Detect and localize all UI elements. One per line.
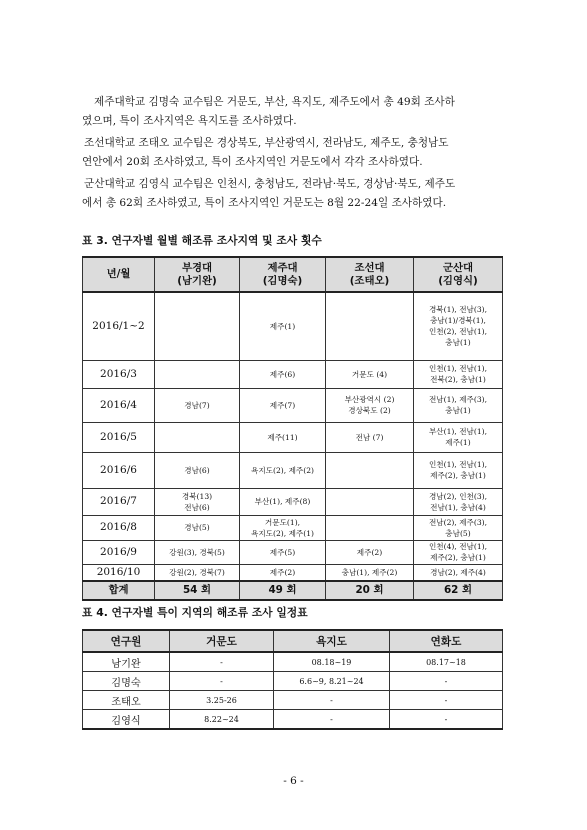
table3-header-row	[83, 257, 503, 292]
table3-cell	[240, 422, 326, 452]
table3-cell-line: 제주(2)	[269, 567, 296, 577]
table3-total-value: 54 회	[155, 581, 240, 600]
table3-month-cell: 2016/6	[83, 452, 155, 488]
table3-header-1-line-0: 부경대	[181, 261, 213, 274]
table3-cell-line: 제주(1)	[445, 438, 471, 447]
body-paragraphs	[82, 93, 512, 216]
table3-cell-line: 충남(1)	[445, 338, 471, 348]
table3-cell-line: 충남(1)/경북(1),	[430, 316, 486, 326]
page-number: - 6 -	[283, 775, 304, 787]
table3-cell-line: 경남(2), 인천(3),	[428, 491, 488, 501]
table3-cell-line: 경남(7)	[184, 400, 210, 410]
paragraph-1-line-2: 였으며, 특이 조사지역은 욕지도를 조사하였다.	[82, 115, 297, 127]
table3-cell-line: 제주(2), 충남(1)	[430, 553, 486, 562]
table4-cell: 김영식	[83, 710, 170, 730]
table4-header-row	[83, 630, 503, 652]
table3-cell	[155, 515, 240, 540]
table4-cell: 김명숙	[83, 672, 170, 691]
table3-cell	[414, 488, 503, 515]
table3-month-cell: 2016/9	[83, 540, 155, 564]
table3-cell-line: 제주(5)	[269, 547, 296, 557]
table3-header-2	[240, 257, 326, 292]
table3-cell	[326, 540, 414, 564]
table3-month-cell: 2016/7	[83, 488, 155, 515]
table3-cell	[155, 388, 240, 422]
table3-row	[83, 422, 503, 452]
table3-cell-line: 제주(2), 충남(1)	[430, 471, 486, 480]
table3-total-row	[83, 581, 503, 600]
table3-cell	[240, 564, 326, 581]
table3-row	[83, 452, 503, 488]
table3-month-cell: 2016/5	[83, 422, 155, 452]
table3-cell	[326, 564, 414, 581]
table3-cell-line: 강원(2), 경북(7)	[169, 567, 225, 577]
table3-cell	[414, 452, 503, 488]
table3-cell-line: 제주(1)	[269, 321, 296, 331]
table4-row	[83, 652, 503, 672]
table3-cell	[240, 488, 326, 515]
table4-cell: 조태오	[83, 691, 170, 710]
table3-header-4-line-0: 군산대	[442, 261, 474, 274]
table3-cell	[240, 515, 326, 540]
table3-cell-line: 전남(1), 제주(3),	[428, 395, 488, 404]
table4-cell: -	[274, 691, 390, 710]
paragraph-2	[82, 134, 512, 172]
table4-cell: -	[390, 710, 503, 730]
table3-cell	[326, 488, 414, 515]
table3-cell-line: 충남(1), 제주(2)	[341, 567, 398, 577]
table3-header-3	[326, 257, 414, 292]
table4-cell: -	[390, 691, 503, 710]
table3-cell-line: 인천(2), 전남(1),	[428, 327, 488, 337]
table3-cell-line: 부산(1), 제주(8)	[254, 497, 311, 506]
table3-cell-line: 강원(3), 경북(5)	[169, 547, 225, 557]
table4-body	[83, 652, 503, 729]
table3-cell-line: 경남(5)	[184, 523, 210, 532]
table3-cell	[414, 515, 503, 540]
table3-cell	[240, 360, 326, 388]
paragraph-3	[82, 175, 512, 213]
table3-cell-line: 제주(11)	[267, 432, 298, 442]
table3-total-value: 62 회	[414, 581, 503, 600]
table4-cell: -	[170, 672, 274, 691]
table3-header-1-line-1: (남기완)	[177, 274, 217, 287]
table3-cell	[155, 540, 240, 564]
table3-cell	[155, 488, 240, 515]
table3-cell-line: 충남(1)	[445, 406, 471, 415]
table4-row	[83, 691, 503, 710]
table3-header-3-line-1: (조태오)	[349, 274, 390, 287]
paragraph-1-line-1: 제주대학교 김명숙 교수팀은 거문도, 부산, 욕지도, 제주도에서 총 49회 조사하	[94, 96, 455, 108]
table3-header-2-line-0: 제주대	[267, 261, 298, 274]
table3-cell-line: 전남(2), 제주(3),	[428, 517, 488, 527]
table3-cell	[414, 360, 503, 388]
table4-caption: 표 4. 연구자별 특이 지역의 해조류 조사 일정표	[82, 606, 308, 619]
table3-cell	[155, 452, 240, 488]
table3-cell	[414, 564, 503, 581]
table4-row	[83, 672, 503, 691]
table3-cell	[240, 292, 326, 360]
table3-cell	[155, 422, 240, 452]
table3-cell-line: 욕지도(2), 제주(1)	[250, 528, 315, 538]
table3-month-cell: 2016/1~2	[83, 292, 155, 360]
table4-cell: 08.18~19	[274, 652, 390, 672]
table3-cell	[326, 515, 414, 540]
table3-cell-line: 거문도 (4)	[351, 369, 388, 379]
table3-cell-line: 경북(1), 전남(3),	[428, 305, 488, 315]
table3-header-0	[83, 257, 155, 292]
table4-cell: 8.22~24	[170, 710, 274, 730]
table3-total-value: 20 회	[326, 581, 414, 600]
table3-row	[83, 488, 503, 515]
table3-cell-line: 경상북도 (2)	[348, 406, 391, 415]
table3-cell-line: 충남(5)	[445, 528, 471, 538]
table3-header-1	[155, 257, 240, 292]
table4-cell: 3.25-26	[170, 691, 274, 710]
table3-cell-line: 제주(6)	[269, 369, 296, 379]
table3-row	[83, 515, 503, 540]
table3-cell-line: 인천(1), 전남(1),	[428, 460, 488, 469]
table3-row	[83, 292, 503, 360]
table4-header-2: 욕지도	[274, 630, 390, 652]
table4-header-0: 연구원	[83, 630, 170, 652]
table4-cell: -	[274, 710, 390, 730]
table3-cell	[326, 452, 414, 488]
table3-cell	[240, 452, 326, 488]
table3-cell	[414, 292, 503, 360]
table4-cell: 08.17~18	[390, 652, 503, 672]
table3-cell-line: 전남(6)	[184, 502, 210, 512]
table3-cell	[155, 360, 240, 388]
paragraph-3-line-2: 에서 총 62회 조사하였고, 특이 조사지역인 거문도는 8월 22-24일 조사하였다.	[82, 197, 447, 209]
table3-cell	[326, 422, 414, 452]
table3-body	[83, 292, 503, 600]
table4-cell: -	[390, 672, 503, 691]
table3-cell-line: 인천(1), 전남(1),	[428, 364, 488, 373]
table3-total-label: 합계	[83, 581, 155, 600]
table3-cell-line: 제주(2)	[356, 547, 383, 557]
table3-row	[83, 388, 503, 422]
table3-header-4	[414, 257, 503, 292]
table3-header-2-line-1: (김명숙)	[262, 274, 303, 287]
table3-month-cell: 2016/8	[83, 515, 155, 540]
table3-row	[83, 360, 503, 388]
paragraph-3-line-1: 군산대학교 김영식 교수팀은 인천시, 충청남도, 전라남·북도, 경상남·북도, 제주도	[84, 178, 456, 190]
table3-cell	[240, 388, 326, 422]
table3-caption: 표 3. 연구자별 월별 해조류 조사지역 및 조사 횟수	[82, 234, 322, 247]
paragraph-1	[82, 93, 512, 131]
table3-cell	[326, 292, 414, 360]
table3-header-4-line-1: (김영식)	[438, 274, 478, 287]
table3-cell-line: 경북(13)	[181, 491, 213, 501]
monthly-survey-table	[82, 256, 503, 601]
table3-total-value: 49 회	[240, 581, 326, 600]
table3-cell	[414, 422, 503, 452]
paragraph-2-line-1: 조선대학교 조태오 교수팀은 경상북도, 부산광역시, 전라남도, 제주도, 충청남도	[84, 137, 449, 149]
table4-cell: 6.6~9, 8.21~24	[274, 672, 390, 691]
table4-cell: -	[170, 652, 274, 672]
table4-header-3: 연화도	[390, 630, 503, 652]
table3-header-0-line-0: 년/월	[106, 268, 131, 280]
table3-cell-line: 경남(2), 제주(4)	[430, 567, 486, 577]
table3-header-3-line-0: 조선대	[354, 261, 385, 274]
table3-month-cell: 2016/3	[83, 360, 155, 388]
table3-cell-line: 제주(7)	[269, 400, 296, 410]
table3-cell-line: 전남 (7)	[355, 432, 384, 442]
table3-cell-line: 전북(2), 충남(1)	[430, 375, 486, 384]
table4-header-1: 거문도	[170, 630, 274, 652]
table3-cell	[326, 360, 414, 388]
special-region-schedule-table	[82, 629, 503, 730]
table3-cell-line: 경남(6)	[184, 465, 210, 475]
paragraph-2-line-2: 연안에서 20회 조사하였고, 특이 조사지역인 거문도에서 각각 조사하였다.	[82, 156, 423, 168]
table4-row	[83, 710, 503, 730]
table3-cell-line: 욕지도(2), 제주(2)	[250, 465, 315, 475]
table3-cell-line: 부산광역시 (2)	[344, 395, 395, 404]
table3-cell-line: 전남(1), 충남(4)	[430, 502, 486, 512]
table3-cell-line: 거문도(1),	[264, 517, 301, 527]
table3-row	[83, 564, 503, 581]
table3-cell-line: 부산(1), 전남(1),	[428, 427, 488, 436]
table3-cell	[240, 540, 326, 564]
table3-month-cell: 2016/4	[83, 388, 155, 422]
table3-cell	[414, 540, 503, 564]
table3-row	[83, 540, 503, 564]
table3-cell-line: 인천(4), 전남(1),	[428, 542, 488, 551]
table3-cell	[326, 388, 414, 422]
table3-month-cell: 2016/10	[83, 564, 155, 581]
table3-cell	[155, 564, 240, 581]
table3-cell	[155, 292, 240, 360]
table4-cell: 남기완	[83, 652, 170, 672]
table3-cell	[414, 388, 503, 422]
